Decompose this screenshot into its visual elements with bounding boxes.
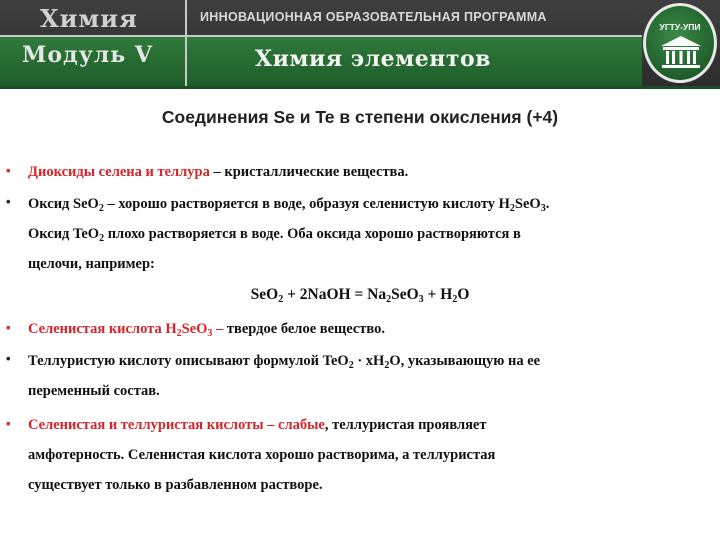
bullet-marker: •	[6, 351, 11, 366]
text: + 2NaOH = Na	[283, 286, 387, 303]
bullet-tellurous-line1	[28, 353, 708, 369]
course-title: Химия элементов	[255, 46, 491, 72]
text: SeO	[250, 286, 279, 303]
subscript: 3	[207, 328, 213, 339]
text: O, указывающую на ее	[389, 353, 541, 369]
module-label: Модуль V	[22, 42, 153, 68]
subscript: 2	[98, 203, 104, 214]
text: Оксид TeO	[28, 226, 100, 242]
subscript: 2	[348, 360, 354, 371]
university-logo	[643, 3, 717, 83]
bullet-example-line3: щелочи, например:	[28, 256, 155, 272]
text: плохо растворяется в воде. Оба оксида хорошо растворяются в	[104, 226, 521, 242]
text-dioxides-rest: – кристаллические вещества.	[209, 164, 409, 180]
bullet-marker: •	[6, 194, 11, 209]
subscript: 3	[540, 203, 546, 214]
header-divider-vertical	[185, 0, 187, 86]
subscript: 2	[176, 328, 182, 339]
building-icon	[659, 34, 703, 70]
bullet-marker: •	[6, 163, 11, 178]
subscript: 2	[384, 360, 390, 371]
text: + H	[423, 286, 453, 303]
bullet-selenous-acid	[28, 321, 708, 337]
text: Оксид SeO	[28, 196, 99, 212]
header-bottom-line	[0, 86, 720, 89]
bullet-tellurous-line2: переменный состав.	[28, 383, 160, 399]
bullet-marker: •	[6, 320, 11, 335]
subscript: 3	[418, 294, 424, 305]
text: –	[212, 321, 224, 337]
text: Селенистая кислота H	[28, 321, 177, 337]
bullet-acids-line3: существует только в разбавленном растворе.	[28, 477, 323, 493]
header-divider-horizontal	[0, 35, 642, 37]
highlight-dioxides: Диоксиды селена и теллура	[28, 164, 210, 180]
text: – хорошо растворяется в воде, образуя селенистую кислоту H	[103, 196, 510, 212]
highlight-selenous-acid	[28, 321, 223, 337]
subscript: 2	[509, 203, 515, 214]
bullet-acids-line1	[28, 417, 708, 433]
bullet-acids-line2: амфотерность. Селенистая кислота хорошо растворима, а теллуристая	[28, 447, 496, 463]
text: SeO	[391, 286, 419, 303]
bullet-dioxides	[28, 164, 708, 180]
text: SeO	[514, 196, 541, 212]
slide-title: Соединения Se и Te в степени окисления (+4)	[161, 107, 559, 127]
subscript: 2	[386, 294, 392, 305]
text: O	[457, 286, 470, 303]
program-label: ИННОВАЦИОННАЯ ОБРАЗОВАТЕЛЬНАЯ ПРОГРАММА	[200, 10, 547, 24]
reaction-equation	[0, 286, 720, 304]
subscript: 2	[99, 233, 105, 244]
logo-text: УГТУ-УПИ	[659, 22, 701, 32]
subject-label: Химия	[40, 4, 138, 33]
subscript: 2	[452, 294, 458, 305]
text: твердое белое вещество.	[223, 321, 386, 337]
bullet-seo2-line1	[28, 196, 708, 212]
text: .	[545, 196, 550, 212]
text: · xH	[353, 353, 385, 369]
slide-header	[0, 0, 720, 88]
text: , теллуристая проявляет	[324, 417, 487, 433]
bullet-marker: •	[6, 416, 11, 431]
bullet-teo2-line2	[28, 226, 708, 242]
text: Теллуристую кислоту описывают формулой TeO	[28, 353, 349, 369]
highlight-weak-acids: Селенистая и теллуристая кислоты – слабые	[28, 417, 325, 433]
subscript: 2	[278, 294, 284, 305]
text: SeO	[181, 321, 208, 337]
